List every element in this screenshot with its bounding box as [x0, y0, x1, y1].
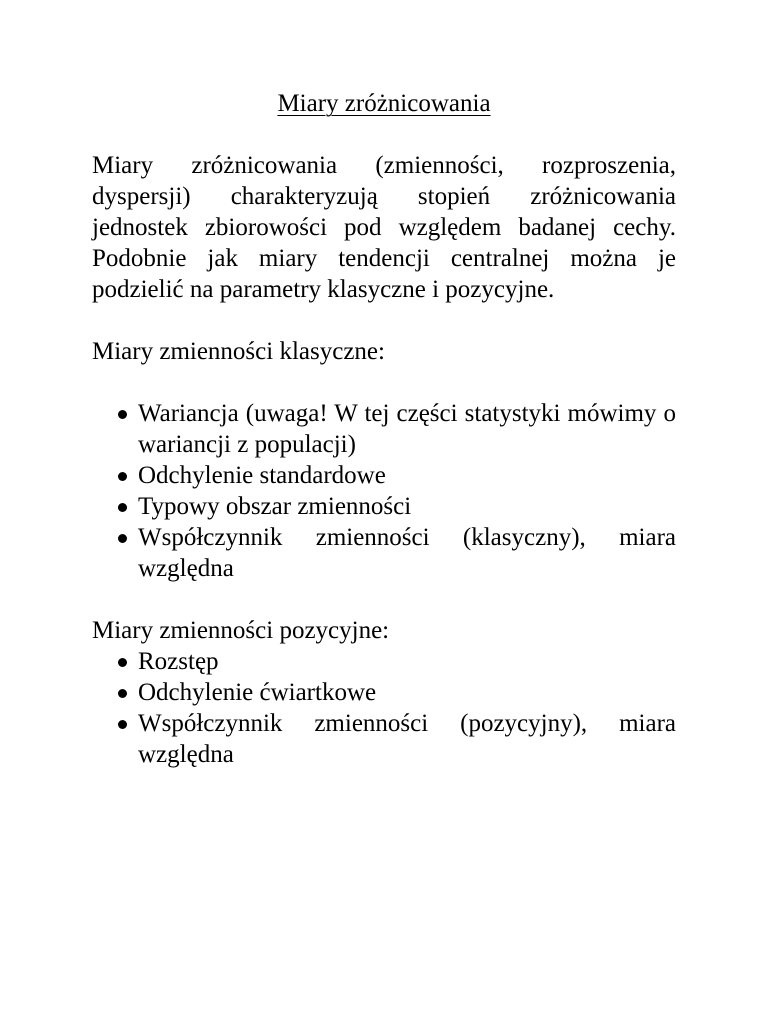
list-item-text: Odchylenie ćwiartkowe [138, 679, 377, 706]
document-page [92, 88, 676, 770]
list-item-text: Współczynnik zmienności (pozycyjny), miara względna [138, 710, 676, 768]
list-item-text: Typowy obszar zmienności [138, 493, 412, 520]
document-title: Miary zróżnicowania [277, 90, 491, 117]
list-item-text: Wariancja (uwaga! W tej części statystyki mówimy o wariancji z populacji) [138, 400, 676, 458]
intro-paragraph: Miary zróżnicowania (zmienności, rozproszenia, dyspersji) charakteryzują stopień zróżnicowania jednostek zbiorowości pod względem badanej cechy. Podobnie jak miary tendencji centralnej można je podzielić na parametry klasyczne i pozycyjne. [92, 152, 676, 303]
list-item [92, 646, 676, 677]
bullet-icon [118, 720, 127, 729]
list-item [92, 522, 676, 584]
list-item [92, 460, 676, 491]
bullet-icon [118, 658, 127, 667]
list-item [92, 677, 676, 708]
bullet-icon [118, 689, 127, 698]
list-item [92, 398, 676, 460]
list-item-text: Rozstęp [138, 648, 219, 675]
positional-measures-heading: Miary zmienności pozycyjne: [92, 617, 390, 644]
list-item [92, 708, 676, 770]
bullet-icon [118, 534, 127, 543]
list-item [92, 491, 676, 522]
classic-measures-list [92, 398, 676, 584]
list-item-text: Odchylenie standardowe [138, 462, 386, 489]
bullet-icon [118, 503, 127, 512]
positional-measures-list [92, 646, 676, 770]
bullet-icon [118, 410, 127, 419]
list-item-text: Współczynnik zmienności (klasyczny), miara względna [138, 524, 676, 582]
classic-measures-heading: Miary zmienności klasyczne: [92, 338, 385, 365]
bullet-icon [118, 472, 127, 481]
